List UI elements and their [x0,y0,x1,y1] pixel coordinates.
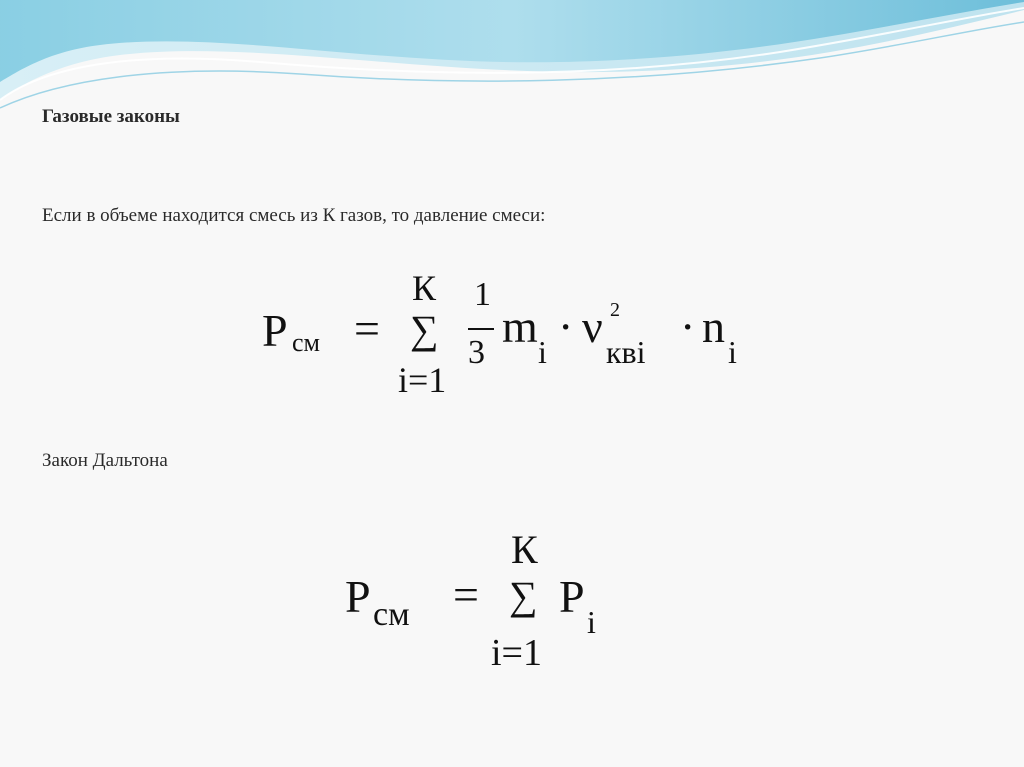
decorative-wave-header [0,0,1024,115]
dot-operator-1: · [558,301,574,352]
fraction-numerator: 1 [474,276,491,313]
rhs-p: P [559,571,585,622]
sum-lower-limit: i=1 [398,360,447,400]
lhs-p: P [345,571,371,622]
lhs-p: P [262,305,288,356]
lhs-subscript: см [292,328,320,357]
mass-subscript: i [538,334,547,370]
concentration-subscript: i [728,334,737,370]
velocity-subscript: кві [606,334,646,370]
lhs-subscript: см [373,596,410,633]
equals-sign: = [354,303,380,354]
dot-operator-2: · [680,301,696,352]
fraction-bar [468,328,494,330]
sum-upper-limit: К [412,268,437,308]
sum-lower-limit: i=1 [491,632,542,674]
sum-upper-limit: К [511,527,538,572]
fraction-denominator: 3 [468,334,485,371]
dalton-law-label: Закон Дальтона [42,450,168,471]
slide-heading: Газовые законы [42,106,180,127]
sum-symbol: ∑ [410,307,439,352]
velocity-superscript: 2 [610,299,620,321]
intro-paragraph: Если в объеме находится смесь из К газов, то давление смеси: [42,205,546,226]
rhs-subscript: i [587,604,596,640]
concentration-symbol: n [702,301,725,352]
sum-symbol: ∑ [509,573,538,618]
mixture-pressure-formula [262,270,782,400]
velocity-symbol: ν [582,301,603,352]
mass-symbol: m [502,301,538,352]
equals-sign: = [453,569,479,620]
dalton-law-formula [345,527,645,680]
